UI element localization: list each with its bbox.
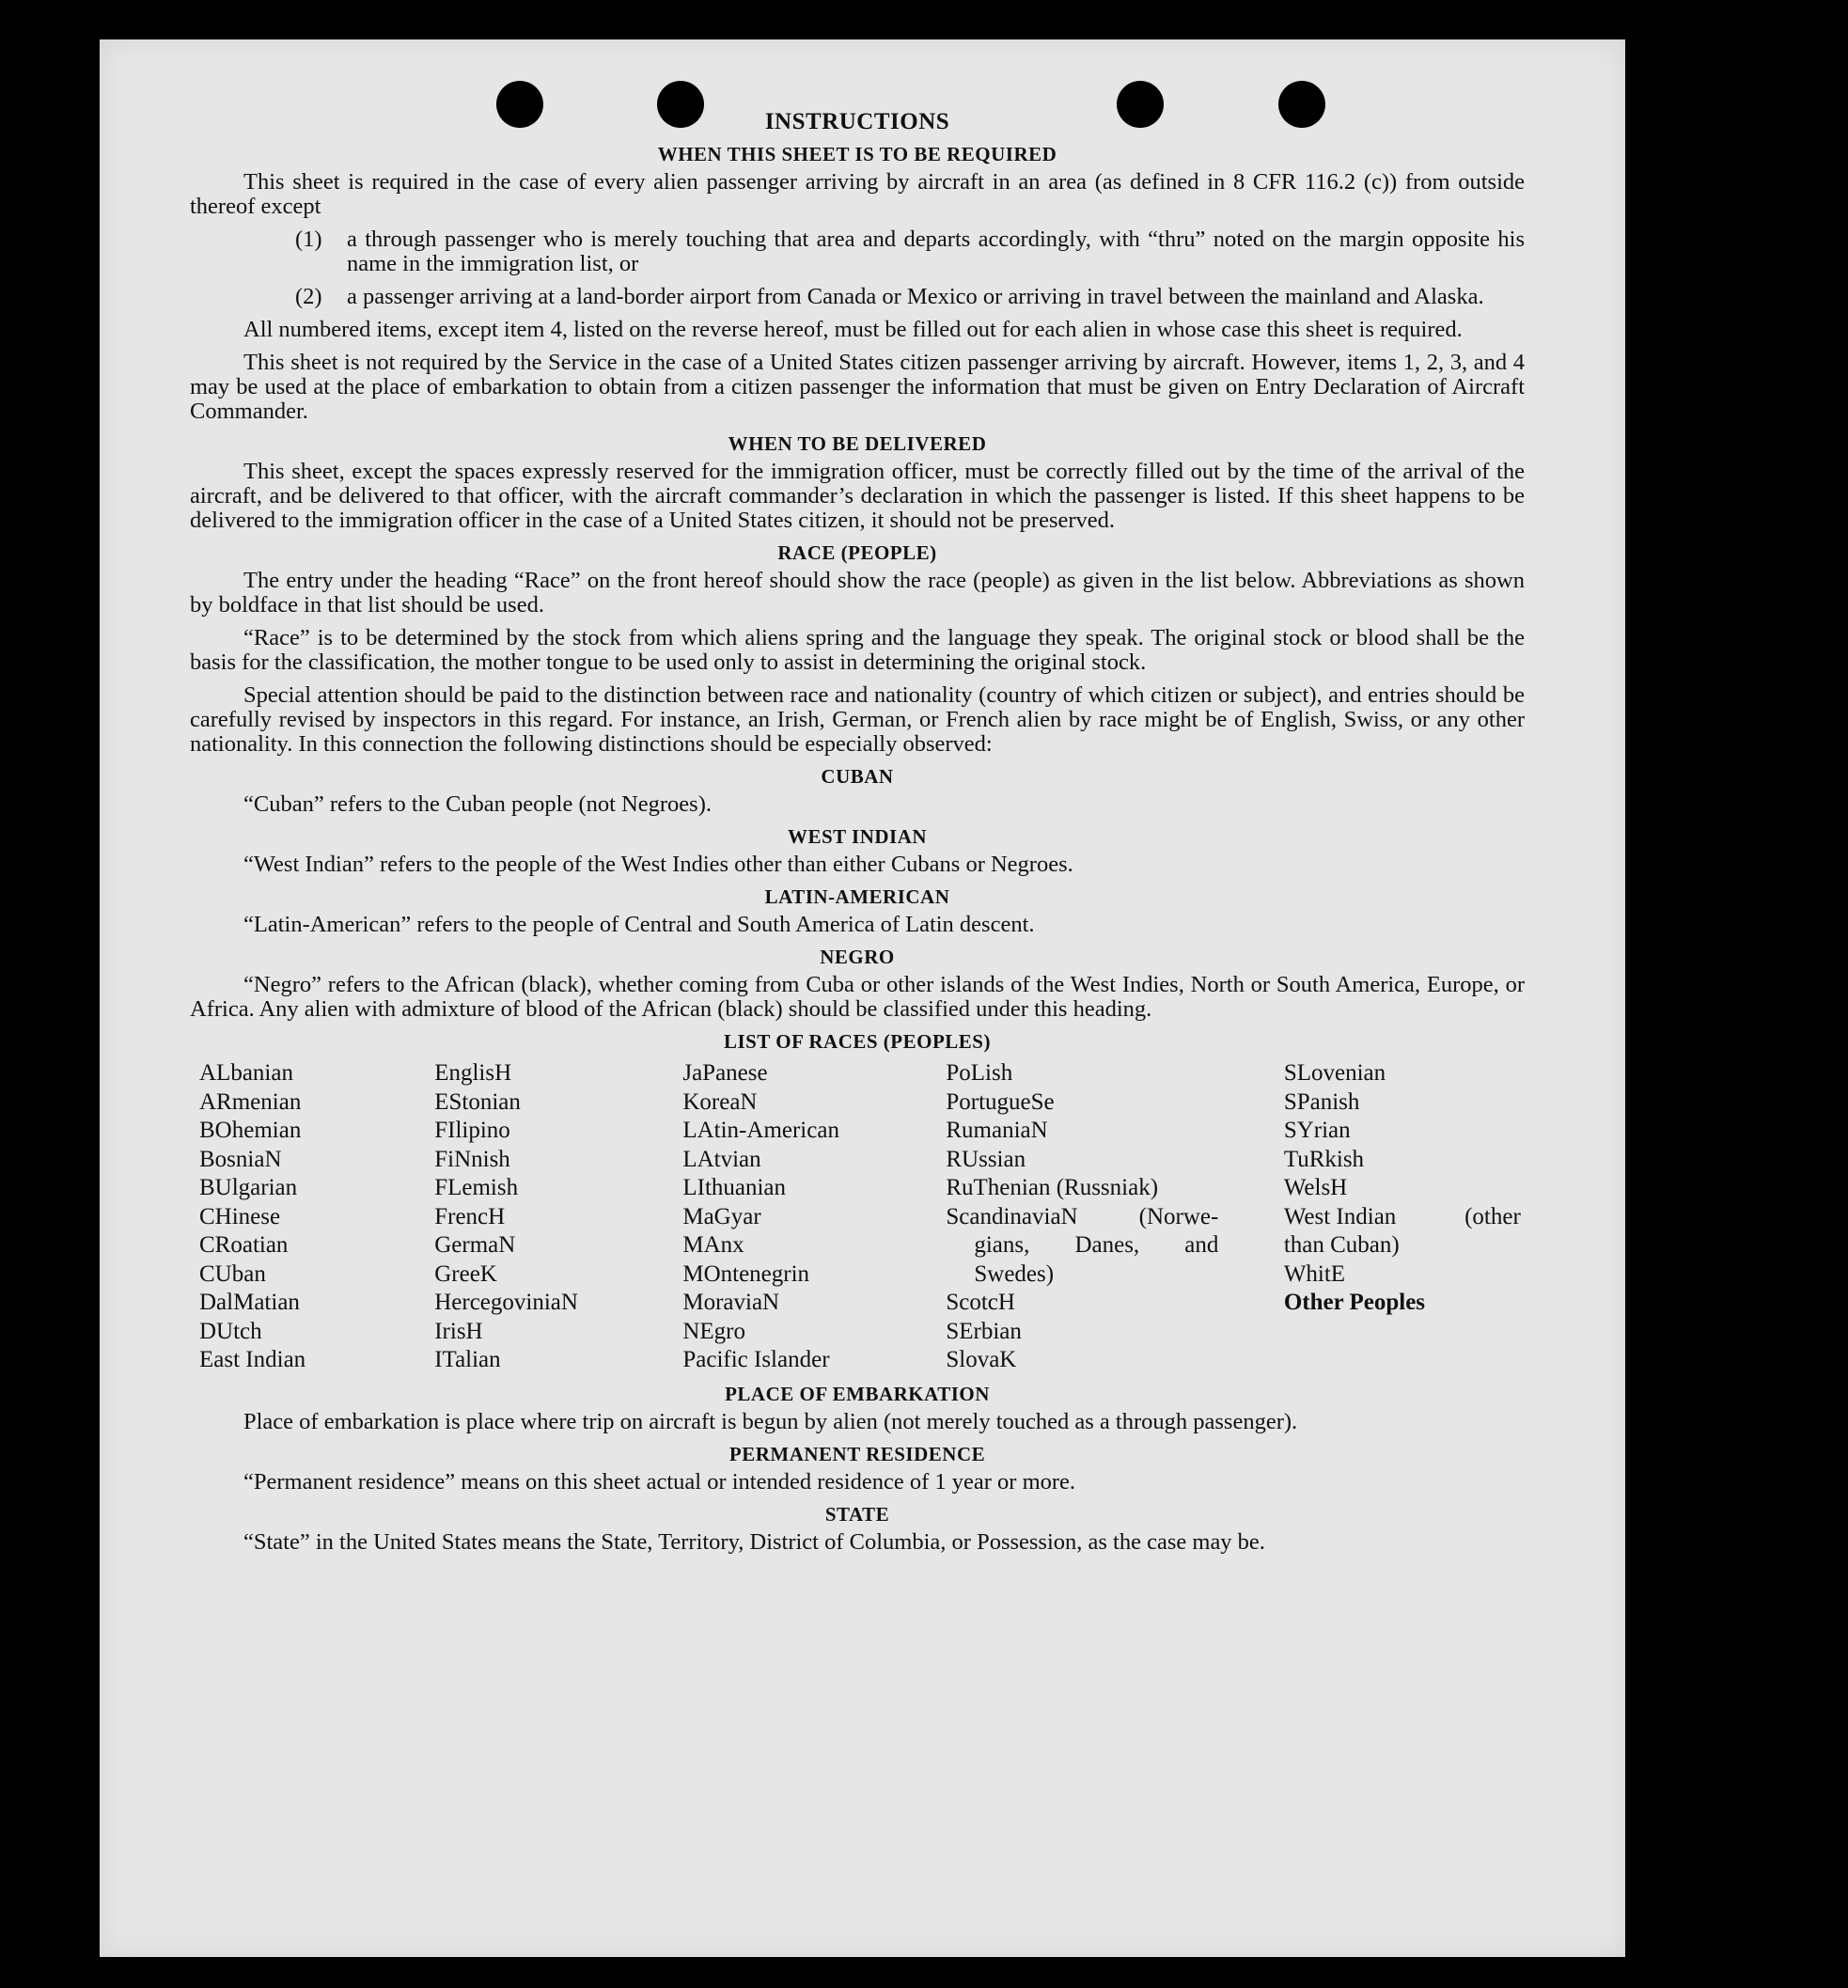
races-column: [199, 1059, 434, 1375]
list-item: [190, 227, 1525, 276]
race-entry-scandinavian: [946, 1203, 1218, 1232]
races-table: [199, 1059, 1525, 1375]
race-entry: FIlipino: [434, 1118, 510, 1143]
page-title: INSTRUCTIONS: [764, 109, 950, 134]
race-entry: EnglisH: [434, 1060, 512, 1086]
section-heading-state: STATE: [824, 1502, 890, 1526]
paragraph: Special attention should be paid to the distinction between race and nationality (country of which citizen or subject), and entries should be carefully revised by inspectors in this regard. For instance, an Irish, German, or French alien by race might be of English, Swiss, or any other nationality. In this connection the following distinctions should be especially observed:: [190, 682, 1525, 757]
race-entry-part: West Indian: [1283, 1203, 1397, 1229]
paragraph: “West Indian” refers to the people of the West Indies other than either Cubans or Negroes.: [243, 852, 1073, 877]
document-sheet: [100, 39, 1625, 1957]
item-text: a passenger arriving at a land-border airport from Canada or Mexico or arriving in travel between the mainland and Alaska.: [347, 284, 1484, 309]
paragraph: This sheet is not required by the Service in the case of a United States citizen passenger arriving by aircraft. However, items 1, 2, 3, and 4 may be used at the place of embarkation to obtain from a citizen passenger the information that must be given on Entry Declaration of Aircraft Commander.: [190, 350, 1525, 424]
race-entry: NEgro: [682, 1318, 745, 1344]
section-heading-list-of-races: LIST OF RACES (PEOPLES): [724, 1030, 991, 1053]
race-entry-part: ScandinaviaN: [946, 1203, 1078, 1229]
paragraph: The entry under the heading “Race” on the front hereof should show the race (people) as given in the list below. Abbreviations as shown by boldface in that list should be used.: [190, 568, 1525, 618]
list-item: [190, 285, 1525, 309]
race-entry: IrisH: [434, 1318, 483, 1344]
race-entry: GreeK: [434, 1260, 497, 1287]
race-entry: ITalian: [434, 1347, 501, 1372]
race-entry: BUlgarian: [199, 1175, 298, 1200]
race-entry: PoLish: [946, 1060, 1013, 1086]
race-entry: BosniaN: [199, 1146, 282, 1172]
item-number: (1): [295, 227, 322, 252]
race-entry: SLovenian: [1283, 1060, 1386, 1086]
races-column: [946, 1059, 1283, 1375]
race-entry-part: gians,: [974, 1232, 1030, 1258]
paragraph: This sheet, except the spaces expressly reserved for the immigration officer, must be correctly filled out by the time of the arrival of the aircraft, and be delivered to that officer, with the aircraft commander’s declaration in which the passenger is listed. If this sheet happens to be delivered to the immigration officer in the case of a United States citizen, it should not be preserved.: [190, 459, 1525, 533]
race-entry-other: Other Peoples: [1283, 1290, 1426, 1315]
race-entry: ScotcH: [946, 1290, 1015, 1315]
race-entry: LIthuanian: [682, 1175, 787, 1200]
race-entry: FiNnish: [434, 1146, 510, 1172]
instructions-content: [190, 109, 1525, 1563]
race-entry: DUtch: [199, 1318, 262, 1344]
races-column: [1284, 1059, 1525, 1375]
race-entry-scandinavian-cont: Swedes): [974, 1260, 1055, 1287]
race-entry: PortugueSe: [946, 1088, 1055, 1115]
race-entry-scandinavian-cont: [946, 1231, 1218, 1260]
paragraph: “Latin-American” refers to the people of Central and South America of Latin descent.: [243, 912, 1035, 937]
race-entry: SErbian: [946, 1318, 1022, 1344]
section-heading-cuban: CUBAN: [821, 765, 894, 788]
race-entry: FLemish: [434, 1175, 519, 1200]
race-entry-part: and: [1184, 1232, 1219, 1258]
race-entry: MoraviaN: [682, 1290, 780, 1315]
race-entry-west-indian: [1284, 1203, 1521, 1232]
race-entry-part: (Norwe-: [1138, 1203, 1219, 1229]
race-entry: SlovaK: [946, 1347, 1017, 1372]
races-column: [434, 1059, 682, 1375]
race-entry: RUssian: [946, 1146, 1026, 1172]
races-column: [682, 1059, 946, 1375]
section-heading-embarkation: PLACE OF EMBARKATION: [725, 1382, 990, 1405]
race-entry: CHinese: [199, 1203, 281, 1229]
race-entry: ALbanian: [199, 1060, 293, 1086]
section-heading-latin-american: LATIN-AMERICAN: [764, 885, 950, 908]
race-entry: WhitE: [1283, 1260, 1346, 1287]
section-heading-residence: PERMANENT RESIDENCE: [728, 1442, 986, 1465]
section-heading-delivered: WHEN TO BE DELIVERED: [728, 432, 987, 455]
race-entry: SPanish: [1283, 1088, 1360, 1115]
race-entry: CRoatian: [199, 1232, 289, 1258]
race-entry: GermaN: [434, 1232, 516, 1258]
race-entry: MOntenegrin: [682, 1260, 810, 1287]
section-heading-required: WHEN THIS SHEET IS TO BE REQUIRED: [657, 143, 1057, 165]
paragraph: “Cuban” refers to the Cuban people (not Negroes).: [243, 791, 712, 817]
paragraph: “Race” is to be determined by the stock from which aliens spring and the language they speak. The original stock or blood shall be the basis for the classification, the mother tongue to be used only to assist in determining the original stock.: [190, 625, 1525, 675]
item-text: a through passenger who is merely touching that area and departs accordingly, with “thru” noted on the margin opposite his name in the immigration list, or: [347, 227, 1525, 276]
race-entry: Pacific Islander: [682, 1347, 830, 1372]
race-entry-west-indian-cont: than Cuban): [1283, 1232, 1400, 1258]
race-entry: ARmenian: [199, 1088, 302, 1115]
race-entry: WelsH: [1283, 1175, 1348, 1200]
item-number: (2): [295, 284, 322, 309]
paragraph: This sheet is required in the case of every alien passenger arriving by aircraft in an area (as defined in 8 CFR 116.2 (c)) from outside thereof except: [190, 169, 1525, 219]
race-entry: RuThenian (Russniak): [946, 1175, 1159, 1200]
race-entry: HercegoviniaN: [434, 1290, 578, 1315]
race-entry: LAtin-American: [682, 1118, 839, 1143]
race-entry: EStonian: [434, 1088, 521, 1115]
race-entry: MaGyar: [682, 1203, 761, 1229]
race-entry: SYrian: [1283, 1118, 1351, 1143]
race-entry: BOhemian: [199, 1118, 302, 1143]
paragraph: “Negro” refers to the African (black), whether coming from Cuba or other islands of the West Indies, North or South America, Europe, or Africa. Any alien with admixture of blood of the African (black) should be classified under this heading.: [190, 972, 1525, 1022]
race-entry: MAnx: [682, 1232, 744, 1258]
race-entry: JaPanese: [682, 1060, 768, 1086]
race-entry: RumaniaN: [946, 1118, 1048, 1143]
race-entry-part: Danes,: [1074, 1232, 1140, 1258]
race-entry: KoreaN: [682, 1088, 758, 1115]
paragraph: All numbered items, except item 4, listed on the reverse hereof, must be filled out for each alien in whose case this sheet is required.: [243, 317, 1463, 342]
section-heading-race: RACE (PEOPLE): [777, 541, 937, 564]
race-entry: TuRkish: [1283, 1146, 1365, 1172]
race-entry: East Indian: [199, 1347, 306, 1372]
paragraph: “Permanent residence” means on this sheet actual or intended residence of 1 year or more.: [243, 1468, 1076, 1495]
race-entry: LAtvian: [682, 1146, 761, 1172]
paragraph: Place of embarkation is place where trip on aircraft is begun by alien (not merely touched as a through passenger).: [243, 1408, 1298, 1434]
race-entry: FrencH: [434, 1203, 506, 1229]
section-heading-negro: NEGRO: [820, 946, 895, 968]
race-entry: DalMatian: [199, 1290, 300, 1315]
race-entry-part: (other: [1464, 1203, 1521, 1229]
race-entry: CUban: [199, 1260, 266, 1287]
paragraph: “State” in the United States means the State, Territory, District of Columbia, or Possession, as the case may be.: [243, 1528, 1265, 1555]
section-heading-west-indian: WEST INDIAN: [787, 825, 928, 848]
